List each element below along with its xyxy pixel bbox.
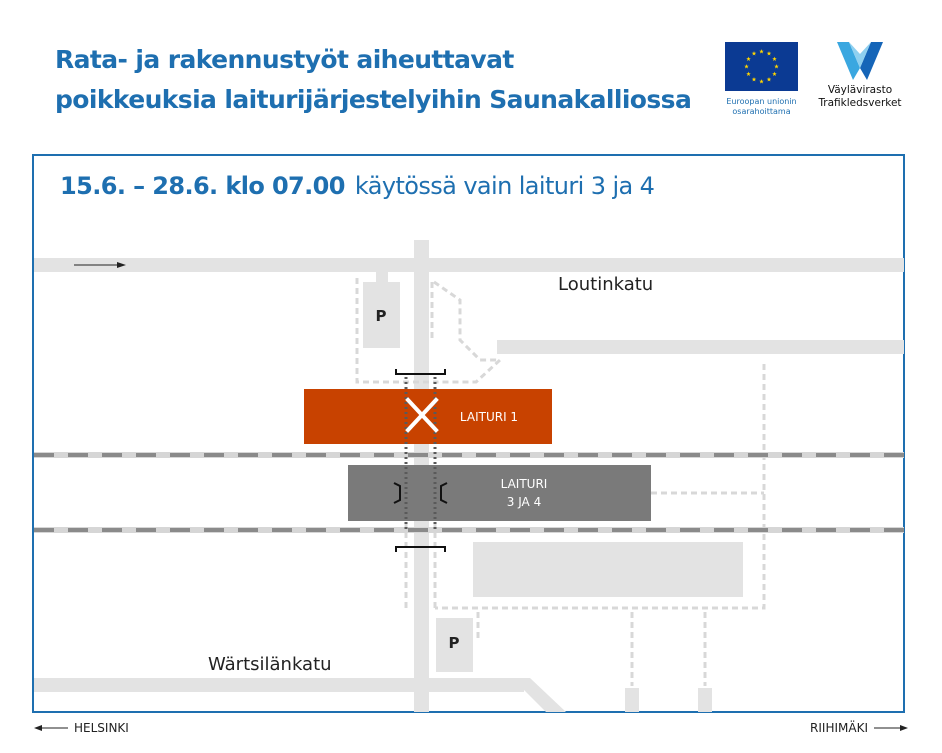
arrow-right-icon: [874, 724, 908, 732]
footpath-east: [434, 282, 500, 382]
platform-3-4: [348, 465, 651, 521]
building-block: [473, 542, 743, 597]
page-title: [55, 40, 691, 120]
platform-1-label: LAITURI 1: [459, 410, 519, 424]
street-label-wartsilankatu: Wärtsilänkatu: [208, 654, 332, 675]
date-range: 15.6. – 28.6. klo 07.00: [60, 172, 345, 200]
side-road: [497, 340, 904, 354]
building-small-2: [698, 688, 712, 712]
parking-bottom-label: P: [448, 634, 460, 652]
eu-logo: [725, 42, 798, 117]
direction-helsinki-label: HELSINKI: [74, 721, 129, 735]
parking-top-label: P: [375, 307, 387, 325]
eu-caption-line-1: Euroopan unionin: [726, 97, 797, 106]
station-map: [34, 240, 904, 712]
eu-flag-icon: [725, 42, 798, 91]
agency-name-sv: Trafikledsverket: [818, 97, 902, 109]
agency-name-fi: Väylävirasto: [827, 84, 893, 96]
direction-riihimaki-label: RIIHIMÄKI: [810, 721, 868, 735]
platform-3-4-label-line-2: 3 JA 4: [506, 495, 542, 509]
notice-message: käytössä vain laituri 3 ja 4: [354, 172, 655, 200]
platform-3-4-label-line-1: LAITURI: [500, 477, 548, 491]
direction-helsinki: [34, 721, 129, 735]
notice: [60, 172, 654, 200]
direction-riihimaki: [810, 721, 908, 735]
agency-logo: [808, 42, 912, 110]
vaylavirasto-logo-icon: [837, 42, 883, 80]
track-south: [34, 527, 904, 533]
eu-caption: [725, 97, 798, 117]
title-line-2: poikkeuksia laiturijärjestelyihin Saunakalliossa: [55, 85, 692, 114]
bottom-road: [34, 678, 524, 692]
agency-caption: [808, 84, 912, 110]
title-line-1: Rata- ja rakennustyöt aiheuttavat: [55, 45, 514, 74]
track-north: [34, 452, 904, 458]
building-small-1: [625, 688, 639, 712]
arrow-left-icon: [34, 724, 68, 732]
top-road: [34, 258, 904, 272]
street-label-loutinkatu: Loutinkatu: [558, 274, 654, 295]
bottom-road-ramp: [512, 678, 566, 712]
eu-caption-line-2: osarahoittama: [732, 107, 791, 116]
